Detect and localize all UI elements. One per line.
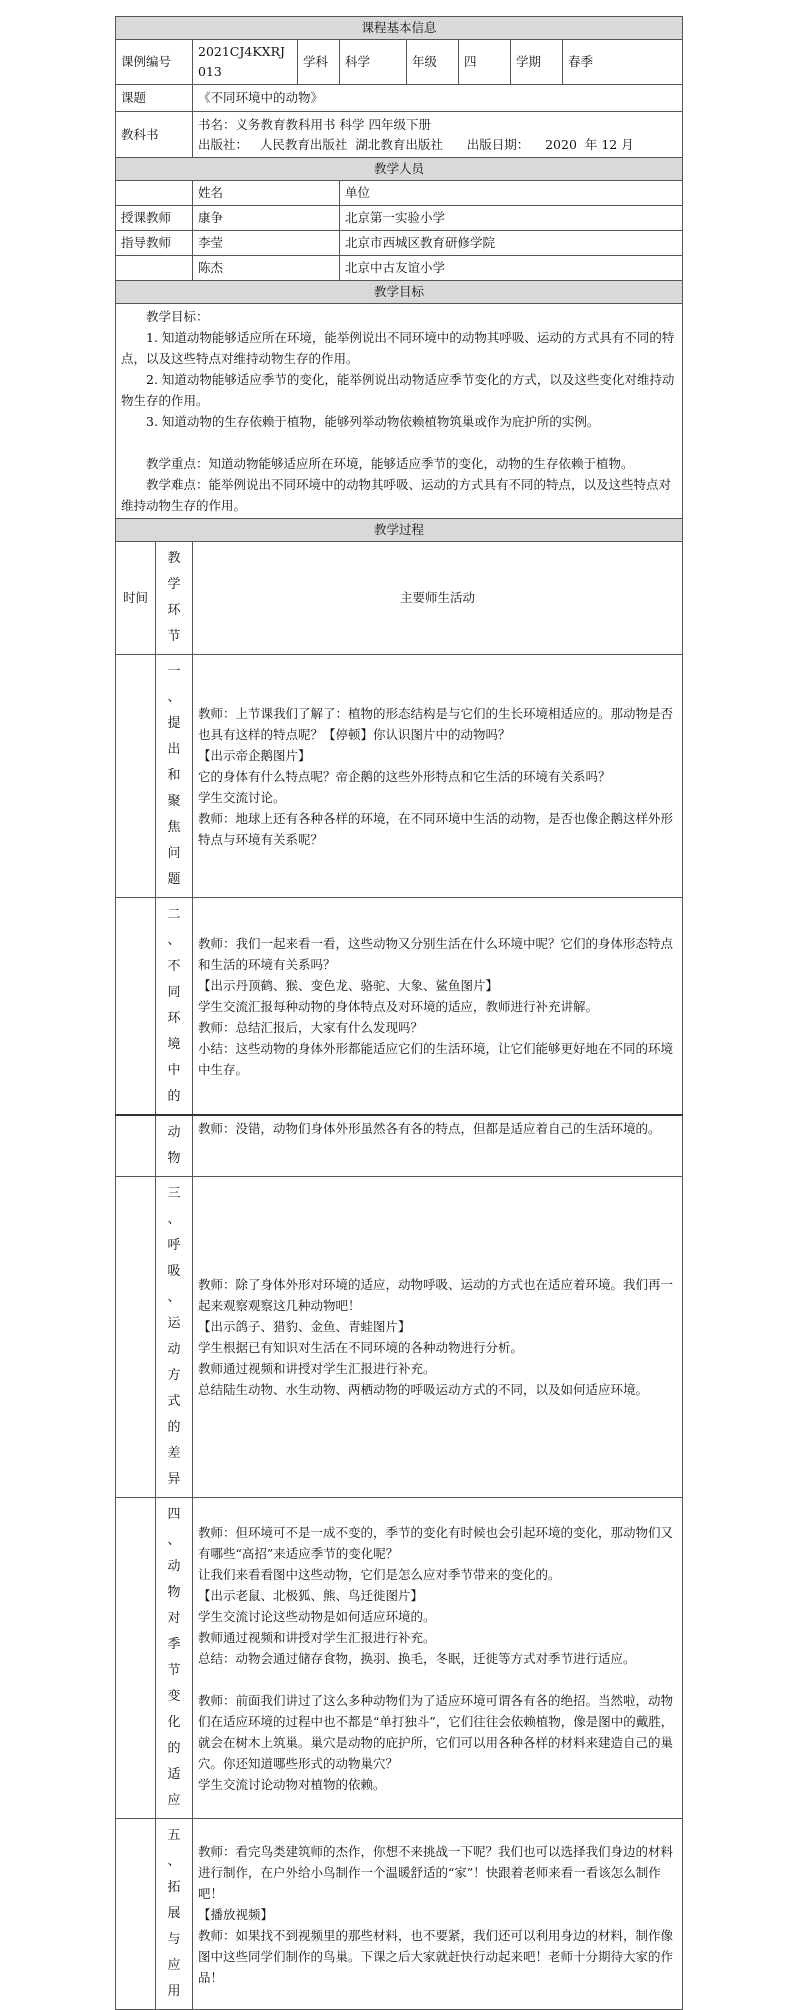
topic-label: 课题 bbox=[116, 85, 193, 112]
staff-row bbox=[116, 231, 683, 256]
activity-line: 小结：这些动物的身体外形都能适应它们的生活环境，让它们能够更好地在不同的环境中生存。 bbox=[198, 1040, 674, 1077]
activity-line: 教师通过视频和讲授对学生汇报进行补充。 bbox=[198, 1361, 436, 1376]
activity-line: 【播放视频】 bbox=[198, 1906, 274, 1922]
activity-line: 教师：上节课我们了解了：植物的形态结构是与它们的生长环境相适应的。那动物是否也具有这样的特点呢？【停顿】你认识图片中的动物吗？ bbox=[198, 705, 674, 742]
grade-label: 年级 bbox=[407, 40, 459, 85]
activity-line: 教师：除了身体外形对环境的适应，动物呼吸、运动的方式也在适应着环境。我们再一起来观察观察这几种动物吧！ bbox=[198, 1277, 674, 1313]
activity-line: 让我们来看看图中这些动物，它们是怎么应对季节带来的变化的。 bbox=[198, 1566, 561, 1582]
stage-time bbox=[116, 1177, 156, 1498]
staff-name: 李莹 bbox=[193, 231, 340, 256]
objectives-header: 教学目标 bbox=[116, 281, 683, 304]
staff-header: 教学人员 bbox=[116, 158, 683, 181]
activity-line: 教师：如果找不到视频里的那些材料，也不要紧，我们还可以利用身边的材料，制作像图中这些同学们制作的鸟巢。下课之后大家就赶快行动起来吧！老师十分期待大家的作品！ bbox=[198, 1927, 674, 1985]
staff-unit-col: 单位 bbox=[340, 181, 683, 206]
staff-role: 授课教师 bbox=[116, 206, 193, 231]
staff-unit: 北京中古友谊小学 bbox=[340, 256, 683, 281]
textbook-title-line: 书名：义务教育教科用书 科学 四年级下册 bbox=[198, 116, 431, 132]
activity-line: 教师：地球上还有各种各样的环境，在不同环境中生活的动物，是否也像企鹅这样外形特点与环境有关系呢？ bbox=[198, 810, 674, 847]
activity-line: 教师通过视频和讲授对学生汇报进行补充。 bbox=[198, 1629, 436, 1645]
lesson-code-value: 2021CJ4KXRJ013 bbox=[193, 40, 298, 85]
activity-line: 学生根据已有知识对生活在不同环境的各种动物进行分析。 bbox=[198, 1340, 524, 1355]
textbook-info bbox=[193, 112, 683, 158]
staff-row bbox=[116, 206, 683, 231]
stage-label-cell bbox=[156, 1115, 193, 1177]
stage-activity bbox=[193, 1177, 683, 1498]
key-point: 教学重点：知道动物能够适应所在环境，能够适应季节的变化，动物的生存依赖于植物。 bbox=[146, 456, 634, 471]
textbook-label: 教科书 bbox=[116, 112, 193, 158]
stage-label: 二 、 不 同 环 境 中 的 bbox=[167, 907, 181, 1104]
stage-label: 三 、 呼 吸 、 运 动 方 式 的 差 异 bbox=[167, 1186, 181, 1487]
stage-label: 四 、 动 物 对 季 节 变 化 的 适 应 bbox=[167, 1507, 181, 1808]
lesson-code-label: 课例编号 bbox=[116, 40, 193, 85]
activity-line: 【出示老鼠、北极狐、熊、鸟迁徙图片】 bbox=[198, 1587, 424, 1603]
stage-time bbox=[116, 655, 156, 898]
activity-line: 教师：前面我们讲过了这么多种动物们为了适应环境可谓各有各的绝招。当然啦，动物们在适应环境的过程中也不都是“单打独斗”，它们往往会依赖植物，像是图中的戴胜，就会在树木上筑巢。巢穴是动物的庇护所，它们可以用各种各样的材料来建造自己的巢穴。你还知道哪些形式的动物巢穴？ bbox=[198, 1692, 674, 1771]
activity-line: 它的身体有什么特点呢？帝企鹅的这些外形特点和它生活的环境有关系吗？ bbox=[198, 768, 611, 784]
grade-value: 四 bbox=[459, 40, 511, 85]
term-label: 学期 bbox=[511, 40, 563, 85]
staff-role bbox=[116, 256, 193, 281]
staff-row bbox=[116, 256, 683, 281]
activity-line: 总结：动物会通过储存食物，换羽、换毛，冬眠，迁徙等方式对季节进行适应。 bbox=[198, 1650, 636, 1666]
stage-label: 五 、 拓 展 与 应 用 bbox=[167, 1828, 181, 1999]
staff-unit: 北京市西城区教育研修学院 bbox=[340, 231, 683, 256]
activity-line: 总结陆生动物、水生动物、两栖动物的呼吸运动方式的不同，以及如何适应环境。 bbox=[198, 1382, 649, 1397]
activity-line: 教师：没错，动物们身体外形虽然各有各的特点，但都是适应着自己的生活环境的。 bbox=[198, 1121, 661, 1136]
stage-row bbox=[116, 898, 683, 1116]
staff-name: 陈杰 bbox=[193, 256, 340, 281]
stage-time bbox=[116, 898, 156, 1116]
lesson-plan-table bbox=[115, 16, 683, 2010]
stage-label-cell bbox=[156, 1177, 193, 1498]
objectives-intro: 教学目标： bbox=[146, 309, 209, 324]
difficulty: 教学难点：能举例说出不同环境中的动物其呼吸、运动的方式具有不同的特点，以及这些特点对维持动物生存的作用。 bbox=[121, 477, 672, 513]
staff-unit: 北京第一实验小学 bbox=[340, 206, 683, 231]
staff-role: 指导教师 bbox=[116, 231, 193, 256]
time-col-header: 时间 bbox=[116, 542, 156, 655]
stage-activity bbox=[193, 1498, 683, 1819]
process-header: 教学过程 bbox=[116, 519, 683, 542]
activity-line: 【出示帝企鹅图片】 bbox=[198, 747, 311, 763]
subject-label: 学科 bbox=[298, 40, 340, 85]
stage-time bbox=[116, 1115, 156, 1177]
activity-line: 学生交流讨论这些动物是如何适应环境的。 bbox=[198, 1608, 436, 1624]
subject-value: 科学 bbox=[340, 40, 407, 85]
stage-label-cell bbox=[156, 655, 193, 898]
activity-line: 学生交流讨论动物对植物的依赖。 bbox=[198, 1776, 386, 1792]
activity-col-header: 主要师生活动 bbox=[193, 542, 683, 655]
stage-time bbox=[116, 1819, 156, 2010]
stage-time bbox=[116, 1498, 156, 1819]
lesson-plan-sheet bbox=[115, 16, 682, 2010]
stage-label-cell bbox=[156, 1819, 193, 2010]
stage-row bbox=[116, 1819, 683, 2010]
stage-activity bbox=[193, 898, 683, 1116]
stage-label-cell bbox=[156, 1498, 193, 1819]
activity-line: 教师：但环境可不是一成不变的，季节的变化有时候也会引起环境的变化，那动物们又有哪些“高招”来适应季节的变化呢？ bbox=[198, 1524, 674, 1561]
activity-line: 【出示鸽子、猎豹、金鱼、青蛙图片】 bbox=[198, 1319, 411, 1334]
activity-line: 教师：总结汇报后，大家有什么发现吗？ bbox=[198, 1019, 424, 1035]
activity-line: 【出示丹顶鹤、猴、变色龙、骆驼、大象、鲨鱼图片】 bbox=[198, 977, 499, 993]
activity-line: 教师：看完鸟类建筑师的杰作，你想不来挑战一下呢？我们也可以选择我们身边的材料进行制作，在户外给小鸟制作一个温暖舒适的“家”！快跟着老师来看一看该怎么制作吧！ bbox=[198, 1843, 674, 1901]
stage-activity bbox=[193, 1819, 683, 2010]
staff-name: 康争 bbox=[193, 206, 340, 231]
objectives-body bbox=[116, 304, 683, 519]
objective-item: 2. 知道动物能够适应季节的变化，能举例说出动物适应季节变化的方式，以及这些变化对维持动物生存的作用。 bbox=[121, 372, 675, 408]
stage-activity bbox=[193, 655, 683, 898]
objective-item: 3. 知道动物的生存依赖于植物，能够列举动物依赖植物筑巢或作为庇护所的实例。 bbox=[146, 414, 600, 429]
activity-line: 学生交流讨论。 bbox=[198, 789, 286, 805]
stage-activity bbox=[193, 1115, 683, 1177]
textbook-publisher-line: 出版社： 人民教育出版社 湖北教育出版社 出版日期： 2020 年 12 月 bbox=[198, 136, 634, 152]
staff-name-col: 姓名 bbox=[193, 181, 340, 206]
basic-info-header: 课程基本信息 bbox=[116, 17, 683, 40]
stage-label: 一 、 提 出 和 聚 焦 问 题 bbox=[167, 664, 181, 887]
staff-role-col bbox=[116, 181, 193, 206]
stage-row bbox=[116, 655, 683, 898]
topic-value: 《不同环境中的动物》 bbox=[193, 85, 683, 112]
activity-line: 教师：我们一起来看一看，这些动物又分别生活在什么环境中呢？它们的身体形态特点和生活的环境有关系吗？ bbox=[198, 935, 674, 972]
stage-row bbox=[116, 1498, 683, 1819]
term-value: 春季 bbox=[563, 40, 683, 85]
stage-row bbox=[116, 1177, 683, 1498]
stage-label: 动 物 bbox=[167, 1125, 181, 1166]
stage-col-label: 教 学 环 节 bbox=[167, 551, 181, 644]
stage-label-cell bbox=[156, 898, 193, 1116]
activity-line: 学生交流汇报每种动物的身体特点及对环境的适应，教师进行补充讲解。 bbox=[198, 998, 599, 1014]
stage-row bbox=[116, 1115, 683, 1177]
stage-col-header bbox=[156, 542, 193, 655]
objective-item: 1. 知道动物能够适应所在环境，能举例说出不同环境中的动物其呼吸、运动的方式具有不同的特点，以及这些特点对维持动物生存的作用。 bbox=[121, 330, 675, 366]
